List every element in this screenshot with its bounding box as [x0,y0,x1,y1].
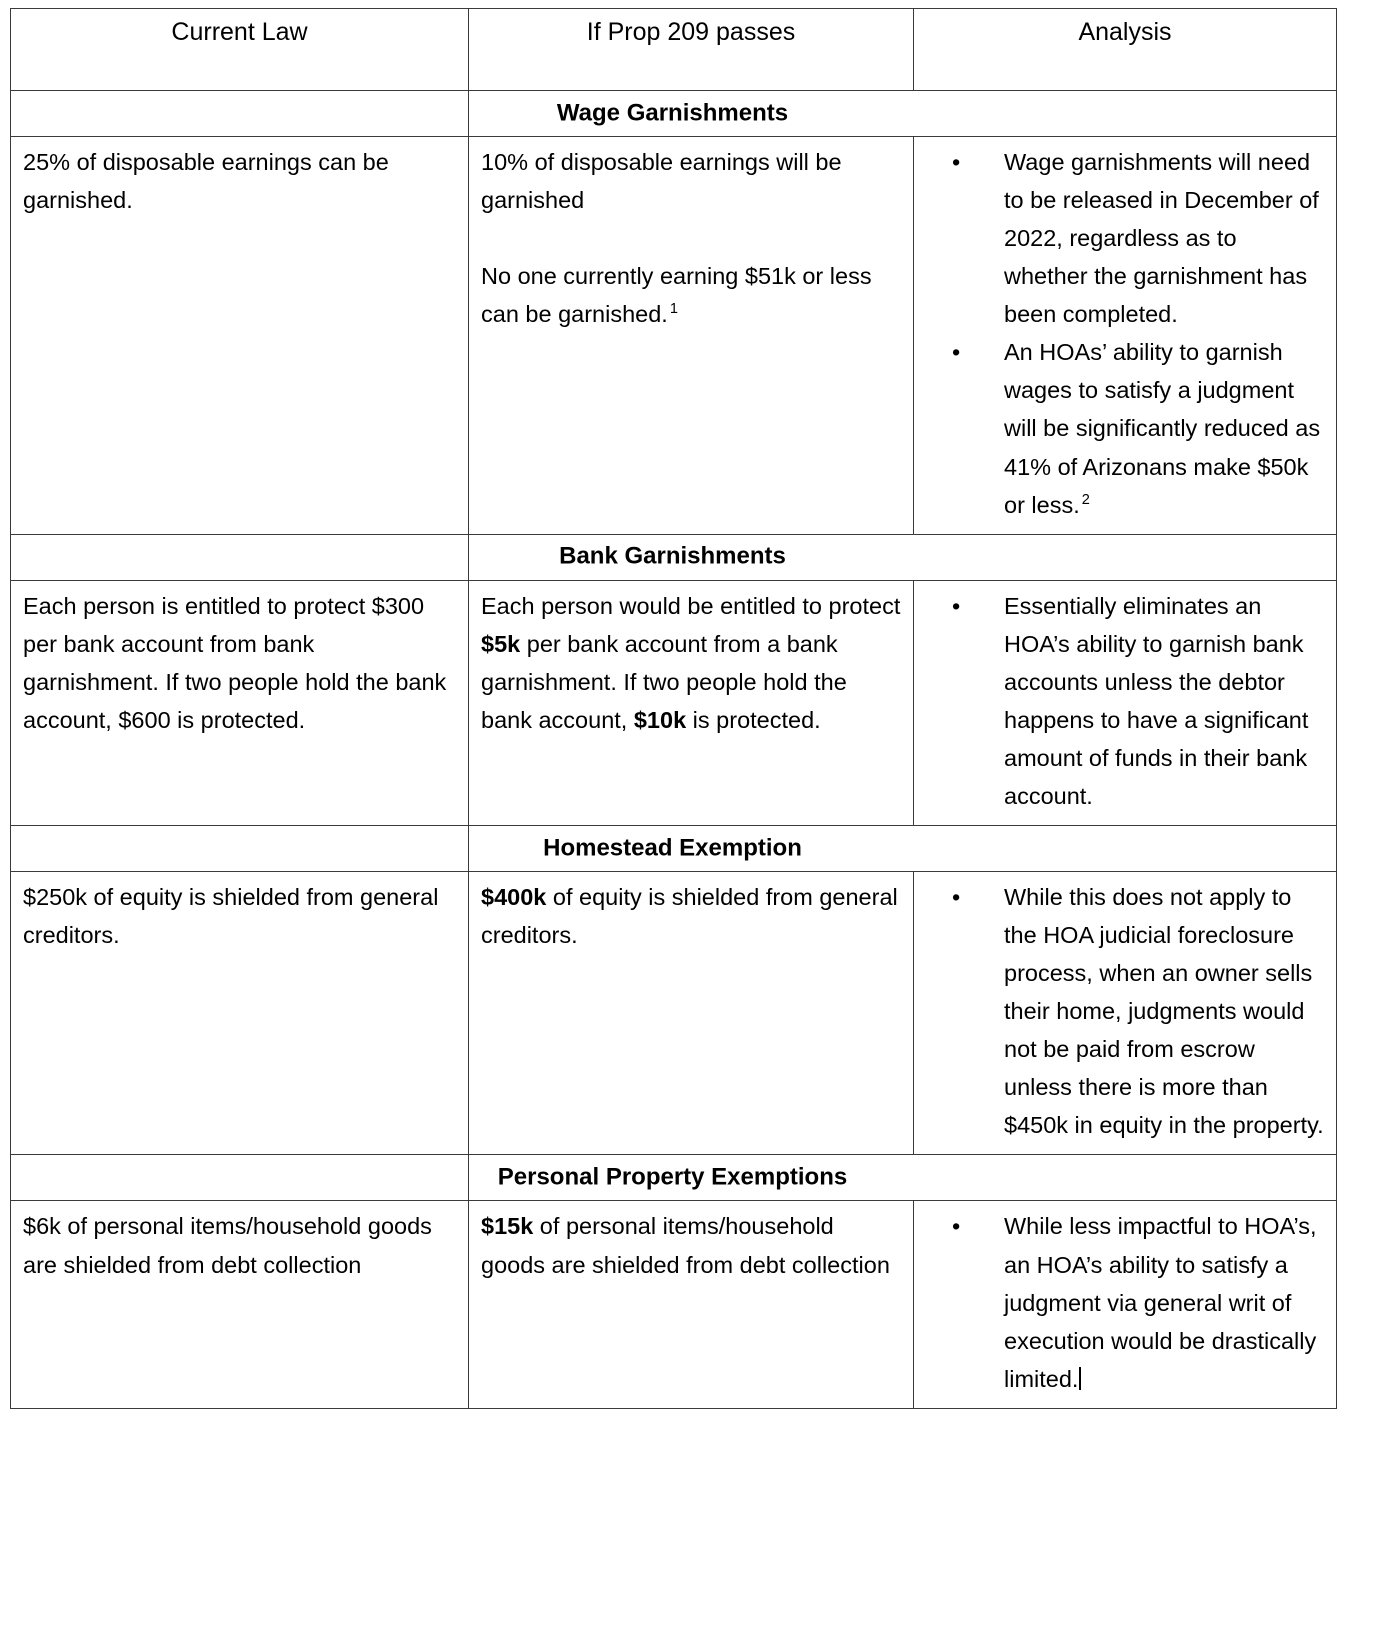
cell-if-prop-209-passes [469,872,914,1155]
paragraph: $250k of equity is shielded from general creditors. [23,884,439,949]
bullet-icon: • [952,884,961,910]
current-law-text [23,587,456,739]
section-title: Bank Garnishments [559,542,786,570]
table-row-homestead-exemption [11,872,1337,1155]
bullet-icon: • [952,339,961,366]
header-cell-analysis [914,9,1337,91]
cell-if-prop-209-passes [469,137,914,535]
cell-analysis [914,580,1337,825]
list-item [926,878,1324,1144]
list-item [926,143,1324,333]
section-title: Personal Property Exemptions [497,1163,848,1191]
table-row-bank-garnishments [11,580,1337,825]
text-cursor-caret [1079,1367,1081,1389]
paragraph [481,257,901,333]
if-passes-text [481,587,901,739]
paragraph-text: of equity is shielded from general creditors. [481,884,898,949]
if-passes-text [481,143,901,333]
table-row-personal-property-exemptions [11,1201,1337,1408]
section-banner-homestead-exemption [11,826,1337,872]
section-banner-span-cell [469,534,1337,580]
section-title: Wage Garnishments [556,99,789,127]
emphasis-text: $15k [481,1213,534,1240]
prop-209-comparison-table [10,8,1337,1409]
emphasis-text: $5k [481,630,521,657]
paragraph [481,1207,901,1283]
table-row-wage-garnishments [11,137,1337,535]
if-passes-text [481,878,901,954]
list-item-text: While this does not apply to the HOA judicial foreclosure process, when an owner sells their home, judgments would not be paid from escrow unless there is more than $450k in equity in the property. [1004,884,1324,1139]
paragraph: Each person is entitled to protect $300 per bank account from bank garnishment. If two people hold the bank account, $600 is protected. [23,592,447,733]
paragraph-text: is protected. [686,706,821,733]
column-header-label: Current Law [171,18,308,46]
paragraph [481,878,901,954]
analysis-bullet-list [926,587,1324,815]
analysis-bullet-list [926,143,1324,524]
list-item-text: Essentially eliminates an HOA’s ability to garnish bank accounts unless the debtor happens to have a significant amount of funds in their bank account. [1004,592,1309,809]
cell-if-prop-209-passes [469,1201,914,1408]
current-law-text [23,1207,456,1283]
bullet-icon: • [952,149,961,175]
section-banner-personal-property-exemptions [11,1155,1337,1201]
cell-analysis[interactable] [914,1201,1337,1408]
column-header-label: Analysis [1078,18,1172,46]
section-banner-wage-garnishments [11,91,1337,137]
table-header-row [11,9,1337,91]
list-item [926,333,1324,523]
table-body [11,9,1337,1409]
section-title: Homestead Exemption [543,834,802,862]
paragraph: $6k of personal items/household goods are shielded from debt collection [23,1213,432,1278]
footnote-marker: 2 [1081,491,1090,508]
if-passes-text [481,1207,901,1283]
column-header-label: If Prop 209 passes [586,18,796,46]
bullet-icon: • [952,1213,961,1240]
cell-analysis [914,137,1337,535]
footnote-marker: 1 [669,301,678,318]
list-item [926,1207,1324,1397]
cell-current-law [11,137,469,535]
header-cell-current-law [11,9,469,91]
list-item-text: While less impactful to HOA’s, an HOA’s ability to satisfy a judgment via general writ of execution would be drastically limited. [1004,1213,1317,1392]
section-banner-bank-garnishments [11,534,1337,580]
current-law-text [23,878,456,954]
section-banner-span-cell [469,91,1337,137]
paragraph [481,587,901,739]
bullet-icon: • [952,592,961,619]
cell-current-law [11,872,469,1155]
cell-current-law [11,580,469,825]
paragraph-text: of personal items/household goods are shielded from debt collection [481,1213,890,1278]
emphasis-text: $400k [481,884,547,910]
list-item [926,587,1324,815]
section-banner-span-cell [469,826,1337,872]
cell-if-prop-209-passes [469,580,914,825]
paragraph: 25% of disposable earnings can be garnished. [23,149,389,214]
current-law-text [23,143,456,219]
list-item-text: An HOAs’ ability to garnish wages to satisfy a judgment will be significantly reduced as 41% of Arizonans make $50k or less. [1004,339,1321,518]
analysis-bullet-list [926,878,1324,1144]
section-banner-span-cell [469,1155,1337,1201]
list-item-text: Wage garnishments will need to be released in December of 2022, regardless as to whether the garnishment has been completed. [1004,149,1319,328]
emphasis-text: $10k [633,706,687,733]
cell-current-law [11,1201,469,1408]
header-cell-if-prop-209-passes [469,9,914,91]
cell-analysis [914,872,1337,1155]
paragraph: 10% of disposable earnings will be garnished [481,149,842,214]
paragraph-text: per bank account from a bank garnishment. If two people hold the bank account, [481,630,847,733]
paragraph-text: Each person would be entitled to protect [481,592,901,619]
analysis-bullet-list [926,1207,1324,1397]
paragraph-text: No one currently earning $51k or less can be garnished. [481,263,872,328]
